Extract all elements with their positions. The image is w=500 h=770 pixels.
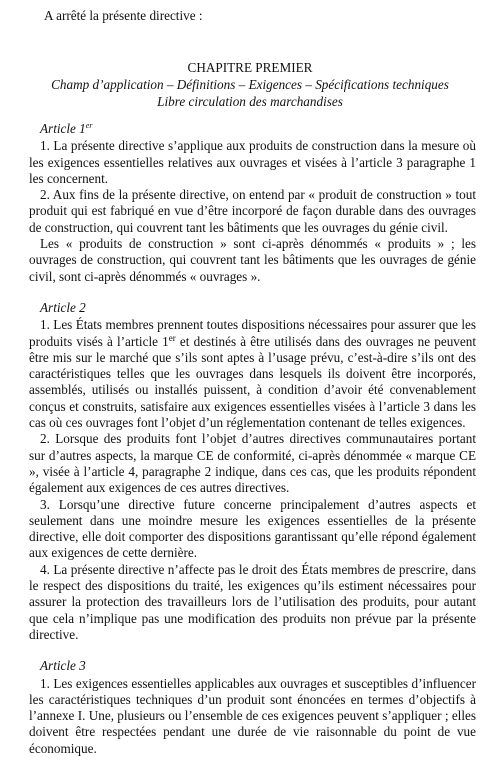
article-1-title-sup: er xyxy=(85,121,93,130)
article-2-paragraph-3: 3. Lorsqu’une directive future concerne principalement d’autres aspects et seulement dans une moindre mesure les exigences essentielles de la présente directive, elle doit comporter des dispositions garantissant qu’elle répond également aux exigences de cette dernière. xyxy=(29,496,476,561)
article-2-paragraph-1-sup: er xyxy=(168,332,176,343)
article-1-paragraph-3: Les « produits de construction » sont ci-après dénommés « produits » ; les ouvrages de construction, qui couvrent tant les bâtiments que les ouvrages de génie civil, sont ci-après dénommés « ouvrages ». xyxy=(29,236,476,284)
article-2-paragraph-1-part-a: 1. Les États membres prennent toutes dispositions nécessaires pour assurer que les produits visés à l’article 1 xyxy=(29,317,476,349)
article-2-paragraph-1 xyxy=(29,317,476,431)
article-2-paragraph-4: 4. La présente directive n’affecte pas le droit des États membres de prescrire, dans le respect des dispositions du traité, les exigences qu’ils estiment nécessaires pour assurer la protection des travailleurs lors de l’utilisation des produits, pour autant que cela n’implique pas une modification des produits non prévue par la présente directive. xyxy=(29,561,476,642)
article-1-title-text: Article 1 xyxy=(40,121,86,136)
article-1-title xyxy=(40,118,476,137)
chapter-subtitle-line-2: Libre circulation des marchandises xyxy=(157,94,343,109)
article-2-title: Article 2 xyxy=(40,299,86,315)
chapter-header xyxy=(0,59,500,110)
document-body xyxy=(29,118,476,757)
article-3-paragraph-1: 1. Les exigences essentielles applicables aux ouvrages et susceptibles d’influencer les caractéristiques techniques d’un produit sont énoncées en termes d’objectifs à l’annexe I. Une, plusieurs ou l’ensemble de ces exigences peuvent s’appliquer ; elles doivent être respectées pendant une durée de vie raisonnable du point de vue économique. xyxy=(29,675,476,756)
article-1-paragraph-1: 1. La présente directive s’applique aux produits de construction dans la mesure où les exigences essentielles relatives aux ouvrages et visées à l’article 3 paragraphe 1 les concernent. xyxy=(29,138,476,186)
article-2-paragraph-2: 2. Lorsque des produits font l’objet d’autres directives communautaires portant sur d’autres aspects, la marque CE de conformité, ci-après dénommée « marque CE », visée à l’article 4, paragraphe 2 indique, dans ces cas, que les produits répondent également aux exigences de ces autres directives. xyxy=(29,431,476,496)
article-1 xyxy=(29,118,476,285)
article-3 xyxy=(29,658,476,757)
intro-line: A arrêté la présente directive : xyxy=(44,8,203,23)
chapter-heading: CHAPITRE PREMIER xyxy=(187,60,313,75)
article-3-title: Article 3 xyxy=(40,658,86,674)
article-1-paragraph-2: 2. Aux fins de la présente directive, on entend par « produit de construction » tout produit qui est fabriqué en vue d’être incorporé de façon durable dans des ouvrages de construction, qui couvrent tant les bâtiments que les ouvrages du génie civil. xyxy=(29,187,476,235)
chapter-subtitle-line-1: Champ d’application – Définitions – Exigences – Spécifications techniques xyxy=(51,77,449,92)
article-2 xyxy=(29,300,476,643)
article-2-paragraph-1-part-b: et destinés à être utilisés dans des ouvrages ne peuvent être mis sur le marché que s’ils sont aptes à l’usage prévu, c’est-à-dire s’ils ont des caractéristiques telles que les ouvrages dans lesquels ils doivent être incorporés, assemblés, utilisés ou installés puissent, à condition d’avoir été convenablement conçus et construits, satisfaire aux exigences essentielles visées à l’article 3 dans les cas où ces ouvrages font l’objet d’un réglementation contenant de telles exigences. xyxy=(29,333,476,431)
